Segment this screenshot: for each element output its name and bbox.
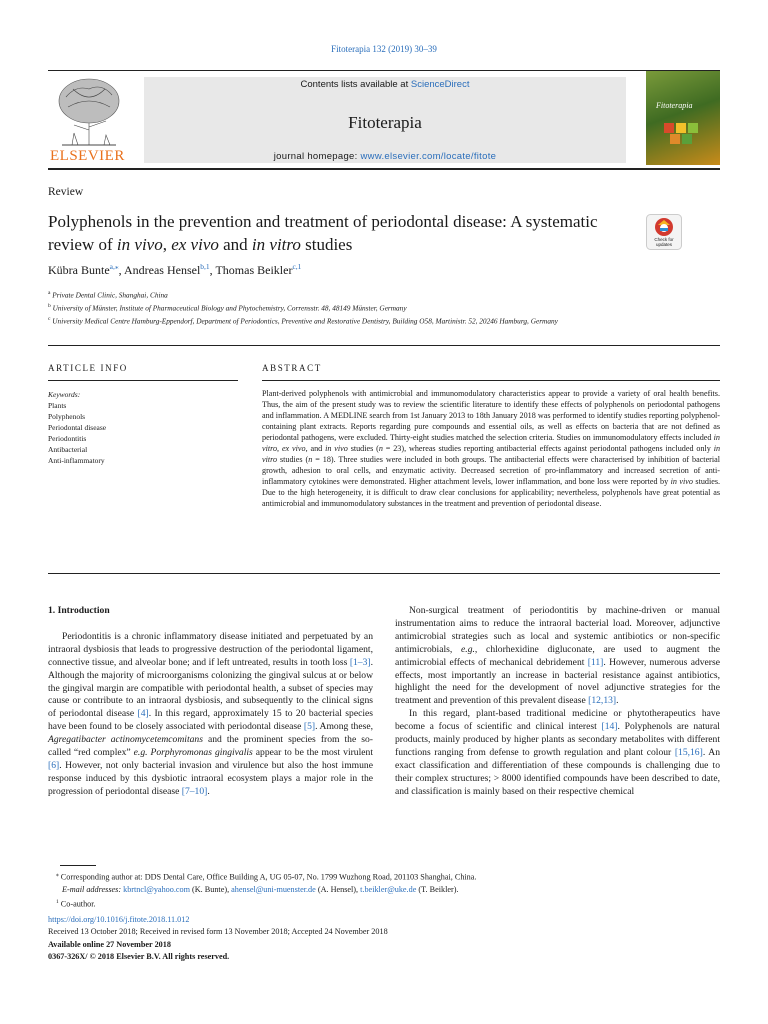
footnote-marker: ⁎ xyxy=(56,872,59,878)
section-heading-introduction: 1. Introduction xyxy=(48,605,110,616)
footnote-marker: 1 xyxy=(56,899,59,906)
keyword: Plants xyxy=(48,401,67,410)
check-for-updates-button[interactable] xyxy=(646,214,682,250)
corresponding-author-note xyxy=(48,869,720,884)
journal-citation[interactable]: Fitoterapia 132 (2019) 30–39 xyxy=(331,44,437,54)
email-addresses xyxy=(48,884,720,896)
received-dates: Received 13 October 2018; Received in revised form 13 November 2018; Accepted 24 November 2018 xyxy=(48,927,388,937)
species-name: e.g. Porphyromonas gingivalis xyxy=(133,747,253,759)
journal-cover-image[interactable] xyxy=(646,71,720,165)
abstract-em: in vitro xyxy=(262,444,721,465)
reference-link[interactable]: [14] xyxy=(601,721,618,733)
homepage-prefix: journal homepage: xyxy=(273,151,361,162)
article-info-rule xyxy=(48,380,238,381)
email-link[interactable]: ahensel@uni-muenster.de xyxy=(231,885,316,895)
cover-title: Fitoterapia xyxy=(656,101,693,110)
text-run: . Polyphenols are natural products, mainly produced by higher plants as secondary metabolites with different functions ranging from defense to growth regulation and plant colour xyxy=(395,721,720,758)
text-run: . Among these, xyxy=(315,721,374,733)
author-1[interactable] xyxy=(48,263,119,277)
text-run: . However, not only bacterial invasion and virulence but also the host immune response induced by this dysbiotic intraoral ecosystem plays a major role in the progression of periodontal disease xyxy=(48,759,373,797)
contents-prefix: Contents lists available at xyxy=(300,79,411,90)
email-owner: (A. Hensel), xyxy=(315,885,361,895)
title-em-1: in vivo xyxy=(116,235,163,254)
title-em-3: in vitro xyxy=(251,235,301,254)
reference-link[interactable]: [4] xyxy=(137,708,149,720)
title-end: studies xyxy=(300,235,353,254)
keyword: Anti-inflammatory xyxy=(48,456,105,465)
abstract-em: in vivo xyxy=(325,444,348,454)
text-em: e.g. xyxy=(461,643,475,655)
cover-plants-icon xyxy=(664,121,704,145)
title-sep-1: , xyxy=(162,235,172,254)
article-title xyxy=(48,210,618,256)
doi-link[interactable]: https://doi.org/10.1016/j.fitote.2018.11.012 xyxy=(48,915,190,924)
abstract-text xyxy=(262,388,720,510)
footnote-text: Co-author. xyxy=(60,900,96,910)
author-sup[interactable]: a,⁎ xyxy=(109,262,119,271)
author-sup[interactable]: b,1 xyxy=(200,262,210,271)
author-3[interactable] xyxy=(215,263,301,277)
abstract-heading: ABSTRACT xyxy=(262,363,322,373)
article-type: Review xyxy=(48,186,84,198)
title-sep-2: and xyxy=(218,235,252,254)
footnotes xyxy=(48,869,720,911)
journal-title: Fitoterapia xyxy=(348,113,422,132)
keywords-label: Keywords: xyxy=(48,390,81,399)
coauthor-note xyxy=(48,896,720,911)
email-owner: (T. Beikler). xyxy=(416,885,459,895)
text-run: appear to be the most virulent xyxy=(252,747,373,759)
reference-link[interactable]: [6] xyxy=(48,759,60,771)
text-run: In this regard, plant-based traditional medicine or phytotherapeutics have become a focus of scientific and clinical interest xyxy=(395,708,720,733)
abstract-run: , xyxy=(277,444,282,454)
email-owner: (K. Bunte), xyxy=(190,885,232,895)
article-info-heading: ARTICLE INFO xyxy=(48,363,128,373)
author-name: Thomas Beikler xyxy=(215,263,293,277)
text-run: . However, numerous adverse effects, most importantly an increase in bacterial resistance against antibiotics, highlight the need for the development of novel adjunctive strategies for the treatment and prevention of this prevalent disease xyxy=(395,656,720,707)
text-run: and the prominent species from the so-called “red complex” xyxy=(48,734,373,759)
text-run: . xyxy=(207,785,210,797)
title-em-2: ex vivo xyxy=(171,235,219,254)
elsevier-wordmark: ELSEVIER xyxy=(50,148,125,164)
text-run: . An exact classification and differentiation of these compounds is challenging due to their complex structures; > 8000 identified compounds have been described to date, and classification is mainly based on their respective chemical xyxy=(395,746,720,797)
text-run: Non-surgical treatment of periodontitis by machine-driven or manual instrumentation aims to reduce the intraoral bacterial load. Moreover, adjunctive antimicrobial strategies such as local and systemic antibiotics or non-specific antimicrobials, xyxy=(395,605,720,655)
keyword: Antibacterial xyxy=(48,445,88,454)
reference-link[interactable]: [7–10] xyxy=(181,785,208,797)
author-2[interactable] xyxy=(124,263,210,277)
keywords-block xyxy=(48,389,238,466)
affiliation-a xyxy=(48,288,608,301)
homepage-line xyxy=(144,151,626,162)
affil-text: University Medical Centre Hamburg-Eppendorf, Department of Periodontics, Preventive and Restorative Dentistry, Building O58, Martinistr. 52, 20246 Hamburg, Germany xyxy=(52,316,558,326)
keyword: Periodontitis xyxy=(48,434,87,443)
abstract-em: ex vivo xyxy=(281,444,306,454)
abstract-em: n xyxy=(308,455,313,465)
copyright-line: 0367-326X/ © 2018 Elsevier B.V. All rights reserved. xyxy=(48,951,230,961)
sciencedirect-link[interactable]: ScienceDirect xyxy=(410,79,470,90)
reference-link[interactable]: [12,13] xyxy=(588,695,617,707)
abstract-rule xyxy=(262,380,720,381)
affil-text: University of Münster, Institute of Pharmaceutical Biology and Phytochemistry, Corrensstr. 48, 48149 Münster, Germany xyxy=(52,303,407,313)
crossmark-label: Check for updates xyxy=(654,237,674,247)
text-run: . xyxy=(616,695,619,707)
abstract-bottom-rule xyxy=(48,573,720,574)
paragraph xyxy=(48,631,373,799)
footnote-rule xyxy=(60,865,96,866)
affil-sup: b xyxy=(48,302,51,309)
email-link[interactable]: kbrtncl@yahoo.com xyxy=(123,885,190,895)
keyword: Polyphenols xyxy=(48,412,86,421)
abstract-run: = 18). Three studies were included in both groups. The antibacterial effects were characterised by inhibition of bacterial growth, adhesion to oral cells, and enzymatic activity. Decreased secretion of pro-inflammatory and increased secretion of anti-inflammatory cytokines were demonstrated. Higher attachment levels, lower inflammation, and bone loss were reported by xyxy=(262,455,721,487)
header-rule xyxy=(48,345,720,346)
affil-text: Private Dental Clinic, Shanghai, China xyxy=(52,290,168,300)
affiliation-c xyxy=(48,314,608,327)
text-run: Periodontitis is a chronic inflammatory disease initiated and perpetuated by an intraoral dysbiosis that leads to progressive destruction of the periodontal ligament, connective tissue, and alveolar bone; and if left untreated, results in tooth loss xyxy=(48,630,373,668)
email-link[interactable]: t.beikler@uke.de xyxy=(360,885,417,895)
reference-link[interactable]: [11] xyxy=(587,656,604,668)
elsevier-tree-icon xyxy=(48,75,130,149)
reference-link[interactable]: [15,16] xyxy=(674,746,703,758)
abstract-em: in vivo xyxy=(670,477,693,487)
paragraph xyxy=(395,605,720,708)
author-name: Andreas Hensel xyxy=(123,263,201,277)
affil-sup: a xyxy=(48,290,51,296)
abstract-em: n xyxy=(378,444,383,454)
abstract-run: studies ( xyxy=(347,444,379,454)
reference-link[interactable]: [1–3] xyxy=(349,656,371,668)
email-label: E-mail addresses: xyxy=(62,885,124,895)
contents-line xyxy=(144,79,626,90)
author-name: Kübra Bunte xyxy=(48,263,110,277)
footnote-text: Corresponding author at: DDS Dental Care, Office Building A, UG 05-07, No. 1799 Wuzhong Road, 201103 Shanghai, China. xyxy=(60,872,477,882)
body-left-column xyxy=(48,605,373,799)
journal-banner xyxy=(144,77,626,163)
affiliations xyxy=(48,288,608,327)
abstract-run: = 23), whereas studies reporting antibacterial effects against periodontal pathogens included only xyxy=(382,444,714,454)
abstract-run: studies ( xyxy=(277,455,309,465)
text-run: . In this regard, approximately 15 to 20 bacterial species have been found to be closely associated with periodontal disease xyxy=(48,708,373,733)
author-sup[interactable]: c,1 xyxy=(292,262,302,271)
homepage-link[interactable]: www.elsevier.com/locate/fitote xyxy=(360,151,497,162)
species-name: Agregatibacter actinomycetemcomitans xyxy=(48,734,203,746)
elsevier-logo[interactable] xyxy=(48,75,130,165)
masthead xyxy=(48,70,720,166)
text-run: . Although the majority of microorganisms colonizing the gingival sulcus at or below the gingival margin are compatible with periodontal health, a subset of species may cause or contribute to an intraoral dysbiosis, and subsequently to the clinical signs of periodontal disease xyxy=(48,656,373,720)
abstract-run: , and xyxy=(305,444,326,454)
keyword: Periodontal disease xyxy=(48,423,107,432)
masthead-bottom-rule xyxy=(48,168,720,170)
abstract-run: Plant-derived polyphenols with antimicrobial and immunomodulatory characteristics appear to provide a variety of oral health benefits. Thus, the aim of the present study was to review the scientific literature to identify these effects of polyphenols on periodontal pathogens and inflammation. A MEDLINE search from 1st January 2013 to 18th January 2018 was performed to identify studies reporting polyphenol-containing plant extracts. Reports regarding pure compounds and essential oils, as well as effects on bacteria that are not defined as periodontal pathogens, were excluded. Thirty-eight studies matched the selection criteria. Studies on immunomodulatory effects included xyxy=(262,389,720,443)
body-right-column xyxy=(395,605,720,799)
reference-link[interactable]: [5] xyxy=(303,721,316,733)
paragraph xyxy=(395,708,720,798)
author-list: Kübra Bunte$^{a,⁎}$, Andreas Hensel$^{b,1}$, Thomas Beikler$^{c,1}$ xyxy=(48,262,302,277)
available-online: Available online 27 November 2018 xyxy=(48,939,171,949)
affiliation-b xyxy=(48,301,608,314)
abstract-em: in vitro xyxy=(262,433,720,454)
publication-info xyxy=(48,914,720,963)
text-run: , chlorhexidine digluconate, are used to augment the antimicrobial effects of mechanical debridement xyxy=(395,643,720,668)
abstract-run: studies. Due to the high heterogeneity, it is difficult to draw clear conclusions for applicability; nevertheless, polyphenols have great potential as antimicrobial and immunomodulatory substances in the treatment and prevention of periodontal disease. xyxy=(262,477,721,509)
affil-sup: c xyxy=(48,315,51,322)
title-text-1: Polyphenols in the prevention and treatment of periodontal disease: A systematic review of xyxy=(48,212,598,254)
